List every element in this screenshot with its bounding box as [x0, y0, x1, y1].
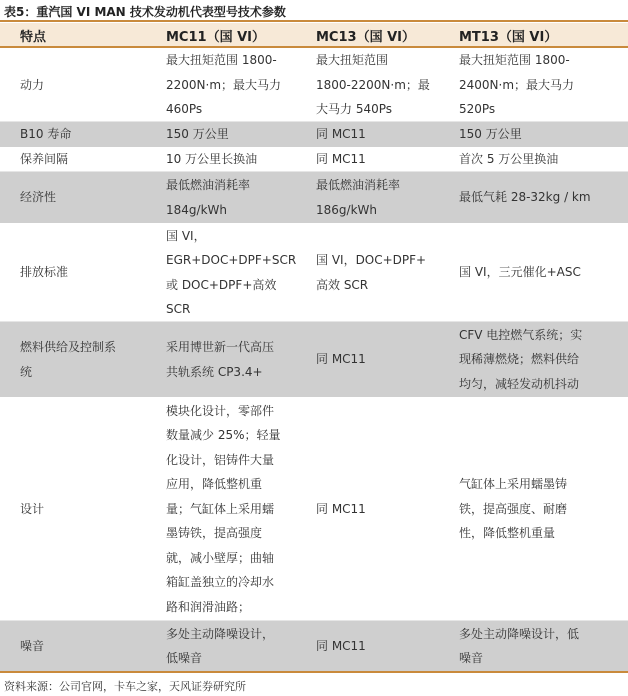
cell-mc13: 最低燃油消耗率: [316, 178, 401, 192]
row-label: 设计: [20, 501, 45, 516]
row-label: 统: [20, 364, 33, 379]
cell-mc11: 量；气缸体上采用蠕: [166, 501, 275, 516]
bottom-rule: [0, 671, 628, 673]
cell-mc13: 1800-2200N·m；最: [316, 77, 430, 92]
cell-mc11: 最低燃油消耗率: [166, 178, 251, 192]
cell-mt13: 铁，提高强度、耐磨: [459, 501, 568, 516]
cell-mt13: 首次 5 万公里换油: [459, 152, 559, 167]
table-row: [0, 621, 628, 671]
cell-mc11: 数量减少 25%；轻量: [166, 428, 281, 443]
cell-mc11: 或 DOC+DPF+高效: [166, 277, 277, 292]
cell-mt13: 国 VI，三元催化+ASC: [459, 265, 581, 280]
source-note: 资料来源：公司官网，卡车之家，天风证券研究所: [4, 680, 246, 693]
cell-mt13: 520Ps: [459, 102, 496, 117]
cell-mc13: 186g/kWh: [316, 202, 377, 217]
cell-mc13: 同 MC11: [316, 638, 366, 653]
cell-mc11: 150 万公里: [166, 127, 229, 142]
table-row: [0, 48, 628, 122]
cell-mc11: 墨铸铁，提高强度: [166, 526, 263, 541]
cell-mc11: 采用博世新一代高压: [166, 340, 275, 354]
cell-mc13: 同 MC11: [316, 152, 366, 167]
row-label: 保养间隔: [20, 152, 69, 167]
cell-mc13: 同 MC11: [316, 127, 366, 142]
cell-mc11: 460Ps: [166, 102, 203, 117]
table-caption: 表5：重汽国 VI MAN 技术发动机代表型号技术参数: [4, 5, 286, 19]
cell-mt13: 最大扭矩范围 1800-: [459, 53, 570, 68]
cell-mt13: 150 万公里: [459, 127, 522, 142]
cell-mt13: 均匀，减轻发动机抖动: [459, 376, 580, 391]
table-row: [0, 223, 628, 322]
cell-mc11: 10 万公里长换油: [166, 152, 258, 167]
cell-mc13: 同 MC11: [316, 352, 366, 367]
cell-mc11: 化设计，铝铸件大量: [166, 452, 275, 467]
row-label: 排放标准: [20, 265, 69, 280]
cell-mc11: 最大扭矩范围 1800-: [166, 53, 277, 68]
cell-mc13: 同 MC11: [316, 501, 366, 516]
table-row: [0, 147, 628, 172]
header-feature: 特点: [20, 30, 47, 45]
cell-mt13: 2400N·m；最大马力: [459, 77, 575, 92]
table-row: [0, 122, 628, 147]
cell-mt13: 现稀薄燃烧；燃料供给: [459, 352, 580, 367]
cell-mc11: 低噪音: [166, 651, 203, 665]
cell-mc11: 共轨系统 CP3.4+: [166, 364, 263, 379]
cell-mc13: 最大扭矩范围: [316, 53, 389, 68]
header-mc13: MC13（国 VI）: [316, 30, 415, 45]
table-row: [0, 172, 628, 223]
table-row: [0, 322, 628, 397]
cell-mc11: 2200N·m；最大马力: [166, 77, 282, 92]
row-label: 经济性: [20, 190, 57, 205]
cell-mc11: 路和润滑油路；: [166, 599, 251, 614]
cell-mc11: SCR: [166, 302, 191, 316]
row-label: 燃料供给及控制系: [20, 340, 117, 354]
row-label: B10 寿命: [20, 127, 72, 142]
table-header: [0, 23, 628, 48]
cell-mc11: 应用，降低整机重: [166, 477, 263, 492]
cell-mc11: 模块化设计，零部件: [166, 403, 275, 418]
cell-mc13: 国 VI，DOC+DPF+: [316, 253, 427, 267]
cell-mt13: CFV 电控燃气系统；实: [459, 327, 583, 342]
row-label: 动力: [20, 77, 45, 92]
cell-mc11: 就，减小壁厚；曲轴: [166, 550, 275, 565]
cell-mt13: 噪音: [459, 651, 484, 665]
cell-mc11: EGR+DOC+DPF+SCR: [166, 253, 297, 267]
header-mt13: MT13（国 VI）: [459, 30, 558, 45]
top-rule: [0, 20, 628, 22]
cell-mc11: 多处主动降噪设计，: [166, 626, 275, 641]
cell-mt13: 最低气耗 28-32kg / km: [459, 190, 591, 205]
header-mc11: MC11（国 VI）: [166, 30, 265, 45]
row-label: 噪音: [20, 638, 45, 653]
cell-mt13: 性，降低整机重量: [459, 526, 556, 541]
cell-mc13: 大马力 540Ps: [316, 102, 392, 117]
cell-mc11: 箱缸盖独立的冷却水: [166, 575, 275, 590]
cell-mc11: 国 VI，: [166, 228, 206, 243]
cell-mc11: 184g/kWh: [166, 202, 227, 217]
cell-mt13: 多处主动降噪设计，低: [459, 626, 580, 641]
cell-mc13: 高效 SCR: [316, 277, 369, 292]
cell-mt13: 气缸体上采用蠕墨铸: [459, 477, 568, 492]
table-row: [0, 397, 628, 621]
